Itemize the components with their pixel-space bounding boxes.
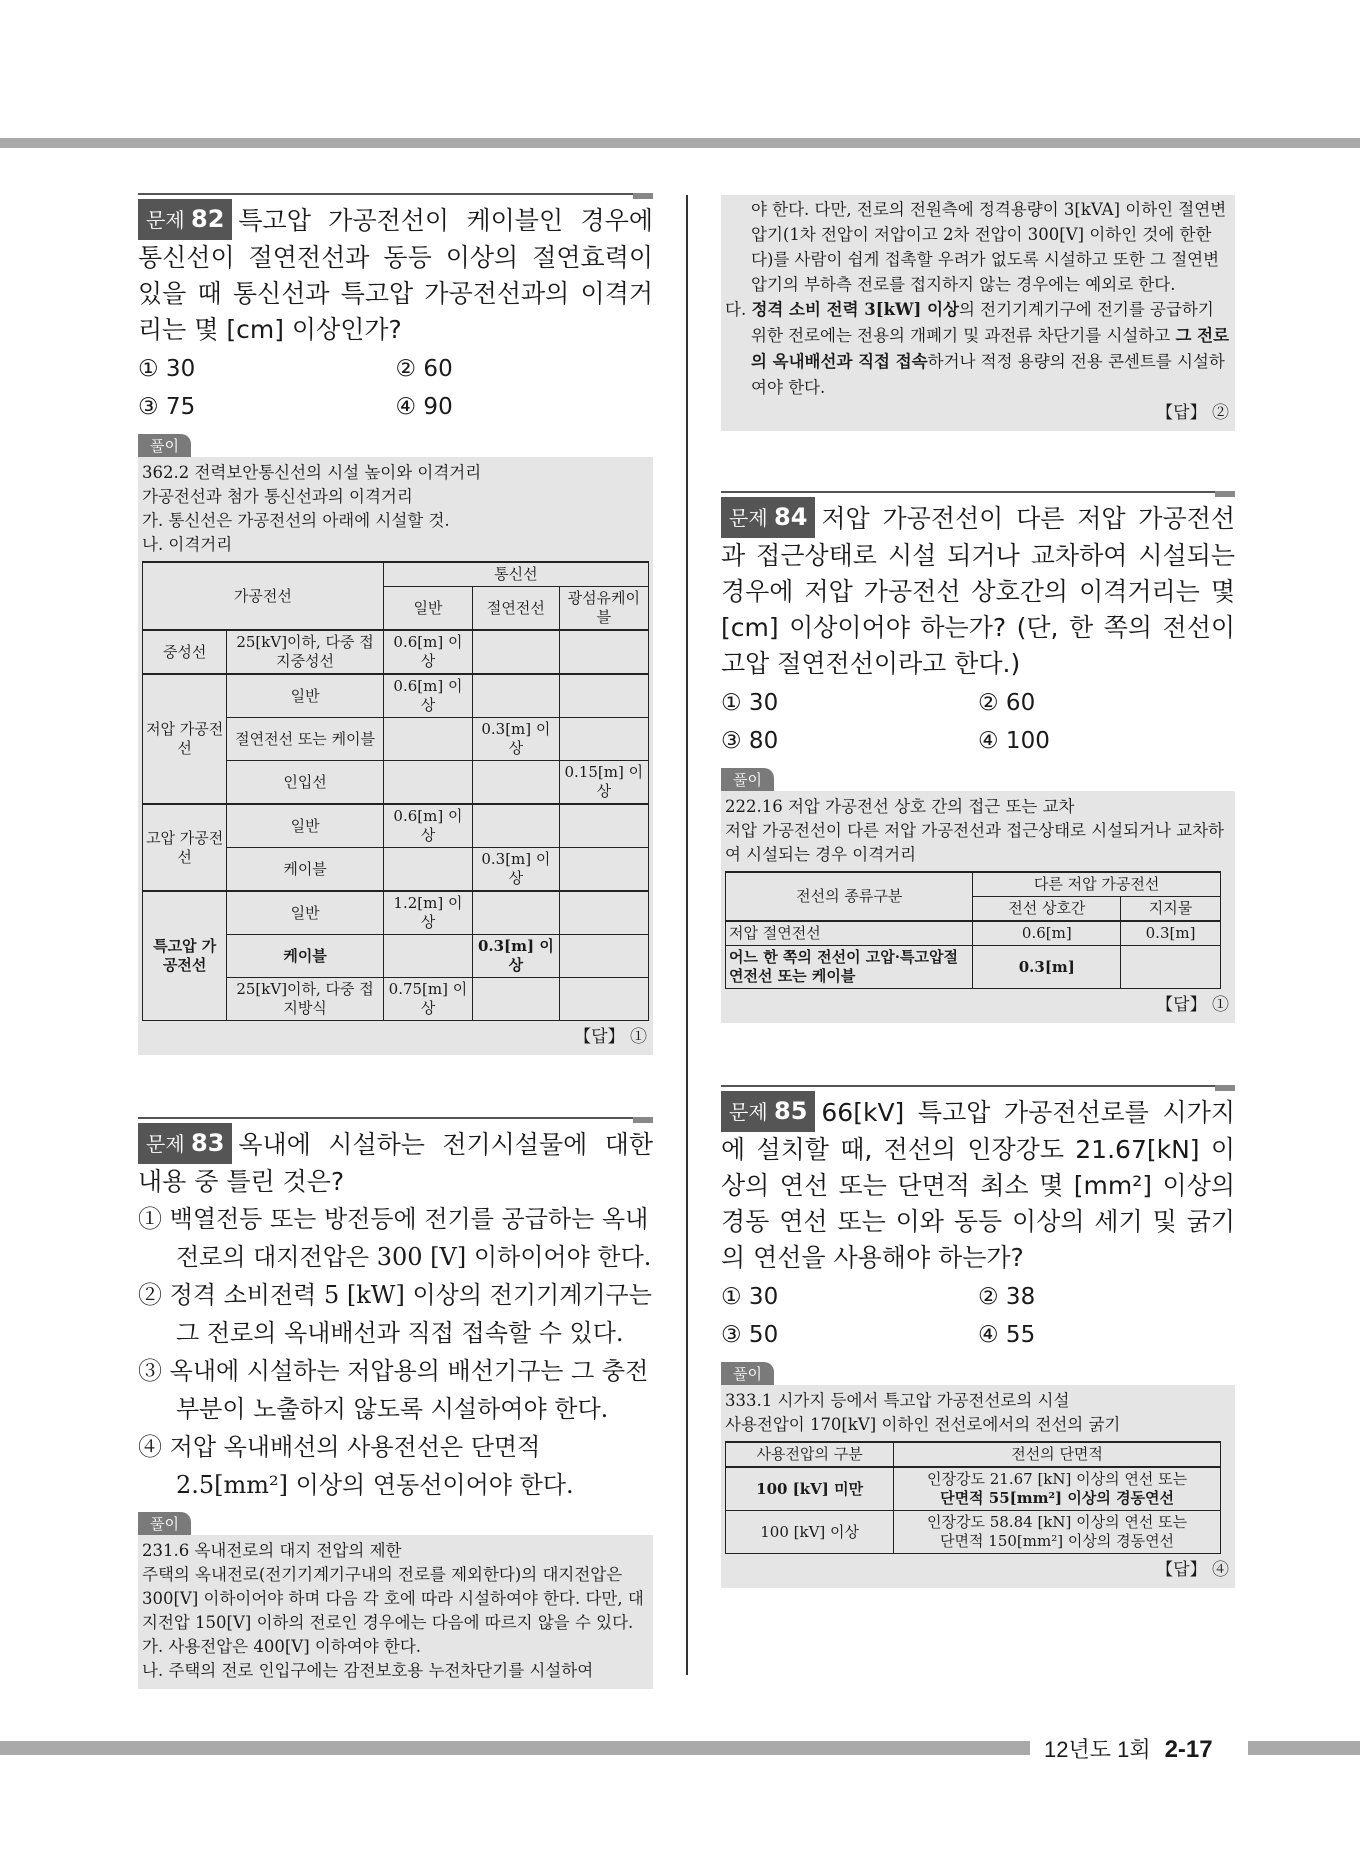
- solution-box: [138, 1535, 653, 1689]
- table-header: 전선의 종류구분: [726, 872, 973, 921]
- table-cell: 케이블: [227, 848, 383, 892]
- question-84-options: [721, 684, 1235, 760]
- left-column: [138, 193, 653, 1689]
- footer-rule-left: [0, 1741, 1030, 1755]
- question-tag: 문제 83: [138, 1123, 232, 1164]
- solution-line: 가. 사용전압은 400[V] 이하여야 한다.: [142, 1637, 422, 1656]
- solution-tag: 풀이: [721, 1362, 774, 1385]
- table-cell: 일반: [227, 804, 383, 848]
- table-header: 통신선: [383, 562, 648, 587]
- question-83-text: 옥내에 시설하는 전기시설물에 대한 내용 중 틀린 것은?: [138, 1130, 653, 1196]
- option-2: ② 38: [978, 1284, 1036, 1310]
- option-3: ③ 50: [721, 1322, 779, 1348]
- option-4: ④ 90: [395, 394, 453, 420]
- table-cell: 0.3[m] 이상: [473, 718, 560, 761]
- table-header: 지지물: [1121, 897, 1221, 922]
- question-tag: 문제 84: [721, 497, 815, 538]
- solution-box: [138, 457, 653, 1055]
- question-84-header: [721, 491, 1235, 682]
- option-3: ③ 옥내에 시설하는 저압용의 배선기구는 그 충전 부분이 노출하지 않도록 시설하여야 한다.: [138, 1357, 649, 1423]
- table-cell: 1.2[m] 이상: [383, 891, 472, 935]
- solution-line: 362.2 전력보안통신선의 시설 높이와 이격거리: [142, 463, 482, 482]
- table-cell: 0.75[m] 이상: [383, 978, 472, 1021]
- table-cell: 0.6[m] 이상: [383, 804, 472, 848]
- table-cell: 0.3[m] 이상: [473, 935, 560, 978]
- table-header: 가공전선: [143, 562, 384, 630]
- table-cell: 인입선: [227, 761, 383, 805]
- table-cell: 25[kV]이하, 다중 접지중성선: [227, 630, 383, 674]
- option-1: ① 30: [721, 1284, 779, 1310]
- question-84-text: 저압 가공전선이 다른 저압 가공전선과 접근상태로 시설 되거나 교차하여 시설되는 경우에 저압 가공전선 상호간의 이격거리는 몇 [cm] 이상이어야 하는가? (단, 한 쪽의 전선이 고압 절연전선이라고 한다.): [721, 504, 1235, 678]
- option-1: ① 30: [138, 356, 196, 382]
- solution-line: 나. 이격거리: [142, 535, 233, 554]
- page-number: 2-17: [1164, 1736, 1213, 1763]
- conductor-size-table: [725, 1441, 1221, 1554]
- table-cell: 0.15[m] 이상: [559, 761, 648, 805]
- solution-tag: 풀이: [721, 768, 774, 791]
- question-82-options: [138, 350, 653, 426]
- table-cell: 0.6[m] 이상: [383, 674, 472, 718]
- separation-table: [725, 871, 1221, 989]
- table-cell: 25[kV]이하, 다중 접지방식: [227, 978, 383, 1021]
- table-header: 다른 저압 가공전선: [973, 872, 1220, 897]
- solution-tag: 풀이: [138, 434, 191, 457]
- table-cell: 저압 가공전선: [143, 674, 227, 804]
- table-cell: 일반: [227, 891, 383, 935]
- solution-line: 333.1 시가지 등에서 특고압 가공전선로의 시설: [725, 1391, 1070, 1410]
- table-cell: 100 [kV] 미만: [726, 1467, 894, 1511]
- question-84: [721, 491, 1235, 1023]
- solution-line-bold: 다. 정격 소비 전력 3[kW] 이상의 전기기계기구에 전기를 공급하기 위한 전로에는 전용의 개폐기 및 과전류 차단기를 시설하고 그 전로의 옥내배선과 직접 접속하거나 적정 용량의 전용 콘센트를 시설하여야 한다.: [725, 300, 1230, 397]
- solution-line: 가공전선과 첨가 통신선과의 이격거리: [142, 487, 413, 506]
- solution-box: [721, 1385, 1235, 1588]
- solution-line: 야 한다. 다만, 전로의 전원측에 정격용량이 3[kVA] 이하인 절연변압기(1차 전압이 저압이고 2차 전압이 300[V] 이하인 것에 한한다)를 사람이 쉽게 접촉할 우려가 없도록 시설하고 또한 그 절연변압기의 부하측 전로를 접지하지 않는 경우에는 예외로 한다.: [751, 200, 1227, 294]
- column-divider: [686, 195, 688, 1675]
- answer: 【답】 ①: [1156, 995, 1229, 1015]
- table-cell-line: 단면적 55[mm²] 이상의 경동연선: [940, 1489, 1175, 1507]
- table-header: 사용전압의 구분: [726, 1442, 894, 1467]
- table-cell: 고압 가공전선: [143, 804, 227, 891]
- table-cell: 0.3[m]: [973, 946, 1121, 989]
- solution-line: 주택의 옥내전로(전기기계기구내의 전로를 제외한다)의 대지전압은 300[V] 이하이어야 하며 다음 각 호에 따라 시설하여야 한다. 다만, 대지전압 150[V] 이하의 전로인 경우에는 다음에 따르지 않을 수 있다.: [142, 1565, 644, 1632]
- table-cell: 중성선: [143, 630, 227, 674]
- solution-continuation: [721, 195, 1235, 431]
- solution-box: [721, 791, 1235, 1023]
- solution-line: 222.16 저압 가공전선 상호 간의 접근 또는 교차: [725, 797, 1075, 816]
- option-4: ④ 100: [978, 728, 1050, 754]
- solution-line: 저압 가공전선이 다른 저압 가공전선과 접근상태로 시설되거나 교차하여 시설되는 경우 이격거리: [725, 821, 1224, 864]
- clearance-table: [142, 561, 649, 1021]
- table-cell: 100 [kV] 이상: [726, 1511, 894, 1554]
- table-header: 전선의 단면적: [894, 1442, 1221, 1467]
- solution-line: 231.6 옥내전로의 대지 전압의 제한: [142, 1541, 402, 1560]
- table-cell: 케이블: [227, 935, 383, 978]
- table-cell: 절연전선 또는 케이블: [227, 718, 383, 761]
- table-header: 절연전선: [473, 587, 560, 631]
- question-tag: 문제 85: [721, 1091, 815, 1132]
- table-header: 전선 상호간: [973, 897, 1121, 922]
- table-cell: 0.6[m]: [973, 921, 1121, 946]
- question-85-options: [721, 1278, 1235, 1354]
- question-85-header: [721, 1085, 1235, 1276]
- solution-line: 사용전압이 170[kV] 이하인 전선로에서의 전선의 굵기: [725, 1415, 1121, 1434]
- option-3: ③ 75: [138, 394, 196, 420]
- footer-rule-right: [1248, 1741, 1360, 1755]
- table-cell-line: 단면적 150[mm²] 이상의 경동연선: [940, 1532, 1175, 1550]
- question-82: [138, 193, 653, 1055]
- right-column: [721, 195, 1235, 1588]
- solution-line: 가. 통신선은 가공전선의 아래에 시설할 것.: [142, 511, 450, 530]
- table-cell: 저압 절연전선: [726, 921, 973, 946]
- table-cell: 0.6[m] 이상: [383, 630, 472, 674]
- question-85: [721, 1085, 1235, 1588]
- page-footer: [1044, 1733, 1213, 1764]
- option-2: ② 정격 소비전력 5 [kW] 이상의 전기기계기구는 그 전로의 옥내배선과 직접 접속할 수 있다.: [138, 1281, 652, 1347]
- question-83-header: [138, 1117, 653, 1200]
- table-cell: 0.3[m]: [1121, 921, 1221, 946]
- table-cell: [894, 1511, 1221, 1554]
- question-83-options: [138, 1200, 653, 1504]
- question-82-text: 특고압 가공전선이 케이블인 경우에 통신선이 절연전선과 동등 이상의 절연효력이 있을 때 통신선과 특고압 가공전선과의 이격거리는 몇 [cm] 이상인가?: [138, 206, 653, 344]
- question-82-header: [138, 193, 653, 348]
- question-83: [138, 1117, 653, 1689]
- table-cell-line: 인장강도 21.67 [kN] 이상의 연선 또는: [927, 1470, 1188, 1488]
- table-cell: 일반: [227, 674, 383, 718]
- table-header: 일반: [383, 587, 472, 631]
- table-cell-line: 인장강도 58.84 [kN] 이상의 연선 또는: [927, 1513, 1188, 1531]
- table-cell: 어느 한 쪽의 전선이 고압·특고압절연전선 또는 케이블: [726, 946, 973, 989]
- option-4: ④ 55: [978, 1322, 1036, 1348]
- question-tag: 문제 82: [138, 199, 232, 240]
- table-cell: [894, 1467, 1221, 1511]
- option-1: ① 30: [721, 690, 779, 716]
- solution-tag: 풀이: [138, 1512, 191, 1535]
- table-cell: 특고압 가공전선: [143, 891, 227, 1021]
- answer: 【답】 ④: [1156, 1560, 1229, 1580]
- option-1: ① 백열전등 또는 방전등에 전기를 공급하는 옥내 전로의 대지전압은 300 [V] 이하이어야 한다.: [138, 1205, 652, 1271]
- option-4: ④ 저압 옥내배선의 사용전선은 단면적 2.5[mm²] 이상의 연동선이어야 한다.: [138, 1433, 574, 1499]
- table-header: 광섬유케이블: [559, 587, 648, 631]
- option-3: ③ 80: [721, 728, 779, 754]
- top-rule: [0, 138, 1360, 148]
- exam-session: 12년도 1회: [1044, 1737, 1151, 1762]
- option-2: ② 60: [978, 690, 1036, 716]
- question-85-text: 66[kV] 특고압 가공전선로를 시가지에 설치할 때, 전선의 인장강도 21.67[kN] 이상의 연선 또는 단면적 최소 몇 [mm²] 이상의 경동 연선 또는 이와 동등 이상의 세기 및 굵기의 연선을 사용해야 하는가?: [721, 1098, 1235, 1272]
- answer: 【답】 ①: [574, 1027, 647, 1047]
- solution-line: 나. 주택의 전로 인입구에는 감전보호용 누전차단기를 시설하여: [142, 1661, 594, 1680]
- table-cell: 0.3[m] 이상: [473, 848, 560, 892]
- answer: 【답】 ②: [1156, 403, 1229, 423]
- option-2: ② 60: [395, 356, 453, 382]
